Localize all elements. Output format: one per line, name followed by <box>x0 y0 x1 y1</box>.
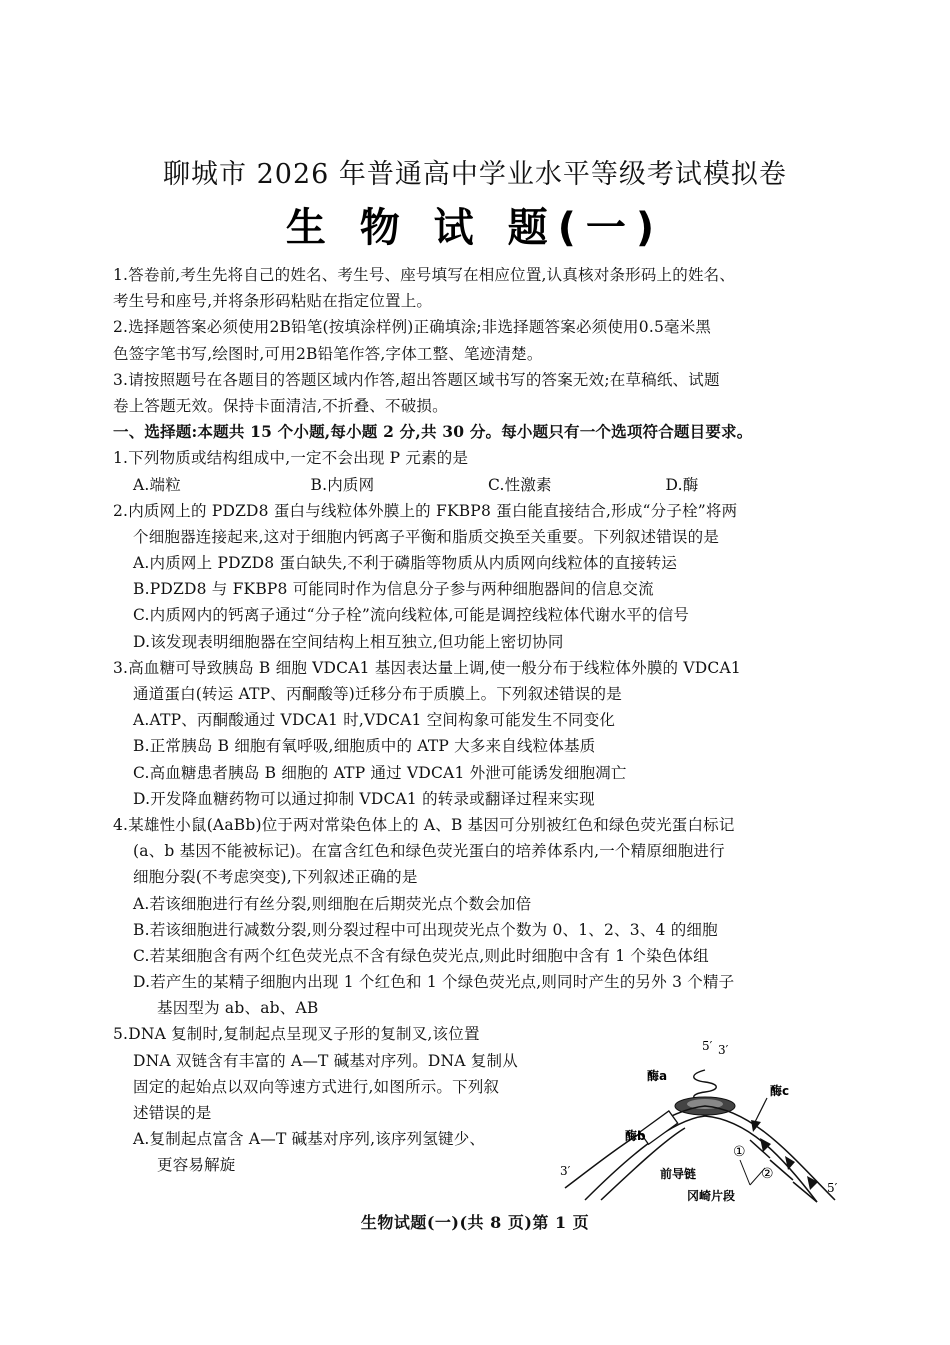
q3-option-a[interactable]: A.ATP、丙酮酸通过 VDCA1 时,VDCA1 空间构象可能发生不同变化 <box>133 711 616 730</box>
q5-stem-line-4: 述错误的是 <box>133 1104 212 1122</box>
label-okazaki: 冈崎片段 <box>687 1189 736 1203</box>
dna-replication-diagram <box>555 1040 845 1210</box>
q2-option-a[interactable]: A.内质网上 PDZD8 蛋白缺失,不利于磷脂等物质从内质网向线粒体的直接转运 <box>133 554 678 573</box>
label-leading-strand: 前导链 <box>660 1167 697 1181</box>
q4-stem-line-2: (a、b 基因不能被标记)。在富含红色和绿色荧光蛋白的培养体系内,一个精原细胞进行 <box>133 842 725 861</box>
q1-options <box>113 472 843 498</box>
q4-option-d[interactable]: D.若产生的某精子细胞内出现 1 个红色和 1 个绿色荧光点,则同时产生的另外 3 个精子 <box>133 973 735 992</box>
question-3 <box>113 655 843 812</box>
q2-stem-line-2: 个细胞器连接起来,这对于细胞内钙离子平衡和脂质交换至关重要。下列叙述错误的是 <box>133 527 720 546</box>
note-1-line-2: 考生号和座号,并将条形码粘贴在指定位置上。 <box>113 292 433 311</box>
pointer-line-1 <box>740 1160 750 1185</box>
q2-option-d[interactable]: D.该发现表明细胞器在空间结构上相互独立,但功能上密切协同 <box>133 632 564 651</box>
note-2-line-2: 色签字笔书写,绘图时,可用2B铅笔作答,字体工整、笔迹清楚。 <box>113 344 543 363</box>
label-3prime-top: 3′ <box>718 1043 729 1057</box>
q1-option-d[interactable]: D.酶 <box>665 475 699 494</box>
label-5prime-right: 5′ <box>827 1181 838 1195</box>
q3-stem-line-2: 通道蛋白(转运 ATP、丙酮酸等)迁移分布于质膜上。下列叙述错误的是 <box>133 685 622 703</box>
q4-option-b[interactable]: B.若该细胞进行减数分裂,则分裂过程中可出现荧光点个数为 0、1、2、3、4 的细胞 <box>133 920 718 939</box>
q4-option-d-cont: 基因型为 ab、ab、AB <box>157 999 319 1018</box>
question-4 <box>113 812 843 1022</box>
parent-strand-outer <box>565 1106 835 1200</box>
q2-stem-line-1: 2.内质网上的 PDZD8 蛋白与线粒体外膜上的 FKBP8 蛋白能直接结合,形成“分子栓”将两 <box>113 501 738 520</box>
exam-subtitle: 生 物 试 题(一) <box>285 205 665 251</box>
page-footer: 生物试题(一)(共 8 页)第 1 页 <box>360 1213 590 1232</box>
q5-option-a-cont: 更容易解旋 <box>157 1156 236 1175</box>
note-3-line-2: 卷上答题无效。保持卡面清洁,不折叠、不破损。 <box>113 396 448 415</box>
label-5prime-top: 5′ <box>702 1040 713 1053</box>
q1-option-c[interactable]: C.性激素 <box>488 475 552 494</box>
q4-stem-line-1: 4.某雄性小鼠(AaBb)位于两对常染色体上的 A、B 基因可分别被红色和绿色荧光蛋白标记 <box>113 815 735 834</box>
q4-option-a[interactable]: A.若该细胞进行有丝分裂,则细胞在后期荧光点个数会加倍 <box>133 894 532 913</box>
label-3prime-left: 3′ <box>560 1164 571 1178</box>
q5-stem-line-2: DNA 双链含有丰富的 A—T 碱基对序列。DNA 复制从 <box>133 1051 518 1070</box>
enzyme-c-pointer <box>755 1098 767 1122</box>
q5-stem-line-3: 固定的起始点以双向等速方式进行,如图所示。下列叙 <box>133 1077 500 1096</box>
arrow-head-3 <box>807 1176 818 1190</box>
label-enzyme-b: 酶b <box>625 1129 646 1143</box>
note-2-line-1: 2.选择题答案必须使用2B铅笔(按填涂样例)正确填涂;非选择题答案必须使用0.5毫米黑 <box>113 318 712 337</box>
q5-stem-line-1: 5.DNA 复制时,复制起点呈现叉子形的复制叉,该位置 <box>113 1025 480 1044</box>
q2-option-b[interactable]: B.PDZD8 与 FKBP8 可能同时作为信息分子参与两种细胞器间的信息交流 <box>133 580 654 599</box>
q3-stem-line-1: 3.高血糖可导致胰岛 B 细胞 VDCA1 基因表达量上调,使一般分布于线粒体外膜的 VDCA1 <box>113 658 741 677</box>
q5-option-a[interactable]: A.复制起点富含 A—T 碱基对序列,该序列氢键少、 <box>133 1130 486 1149</box>
q3-option-b[interactable]: B.正常胰岛 B 细胞有氧呼吸,细胞质中的 ATP 大多来自线粒体基质 <box>133 737 596 756</box>
enzyme-c-marker <box>751 1120 761 1132</box>
q2-option-c[interactable]: C.内质网内的钙离子通过“分子栓”流向线粒体,可能是调控线粒体代谢水平的信号 <box>133 606 690 625</box>
q4-option-c[interactable]: C.若某细胞含有两个红色荧光点不含有绿色荧光点,则此时细胞中含有 1 个染色体组 <box>133 946 709 965</box>
note-3-line-1: 3.请按照题号在各题目的答题区域内作答,超出答题区域书写的答案无效;在草稿纸、试题 <box>113 370 720 389</box>
q3-option-d[interactable]: D.开发降血糖药物可以通过抑制 VDCA1 的转录或翻译过程来实现 <box>133 789 595 808</box>
question-1 <box>113 445 843 497</box>
q4-stem-line-3: 细胞分裂(不考虑突变),下列叙述正确的是 <box>133 868 418 887</box>
section-title: 一、选择题:本题共 15 个小题,每小题 2 分,共 30 分。每小题只有一个选项符合题目要求。 <box>113 422 753 442</box>
label-circle-1: ① <box>733 1144 746 1160</box>
q1-stem: 1.下列物质或结构组成中,一定不会出现 P 元素的是 <box>113 449 469 468</box>
label-enzyme-c: 酶c <box>770 1084 790 1098</box>
q1-option-a[interactable]: A.端粒 <box>133 475 181 494</box>
note-1-line-1: 1.答卷前,考生先将自己的姓名、考生号、座号填写在相应位置,认真核对条形码上的姓名、 <box>113 266 736 284</box>
question-2 <box>113 498 843 655</box>
q1-option-b[interactable]: B.内质网 <box>310 475 375 494</box>
instructions <box>113 262 843 419</box>
exam-title: 聊城市 2026 年普通高中学业水平等级考试模拟卷 <box>163 159 787 190</box>
label-circle-2: ② <box>761 1166 774 1182</box>
q3-option-c[interactable]: C.高血糖患者胰岛 B 细胞的 ATP 通过 VDCA1 外泄可能诱发细胞凋亡 <box>133 763 627 782</box>
label-enzyme-a: 酶a <box>647 1069 668 1083</box>
